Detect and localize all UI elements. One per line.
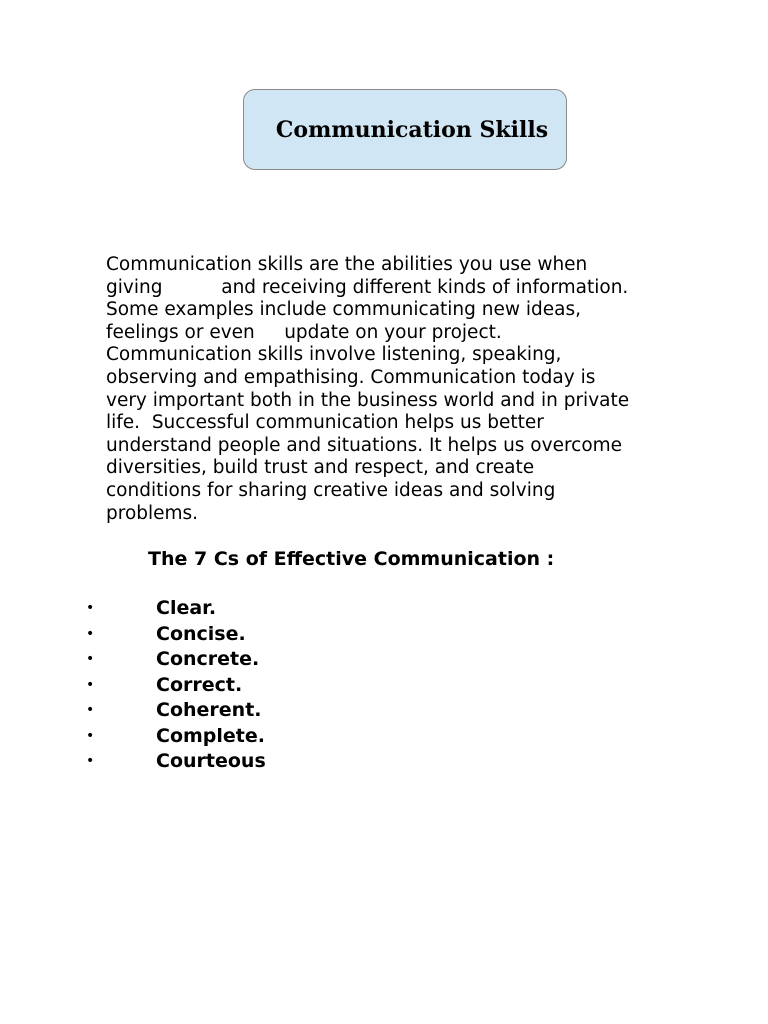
list-item bbox=[0, 647, 768, 673]
intro-line: giving and receiving different kinds of information. bbox=[106, 276, 629, 298]
list-item-label: Clear. bbox=[156, 597, 217, 619]
list-item-label: Coherent. bbox=[156, 699, 262, 721]
list-item bbox=[0, 622, 768, 648]
list-item bbox=[0, 749, 768, 775]
list-item-label: Concise. bbox=[156, 622, 246, 645]
list-item bbox=[0, 596, 768, 622]
intro-line: Communication skills involve listening, speaking, bbox=[106, 344, 562, 366]
list-item-label: Complete. bbox=[156, 724, 265, 747]
list-item-label: Correct. bbox=[156, 673, 243, 696]
list-item bbox=[0, 724, 768, 750]
seven-cs-list bbox=[0, 596, 768, 775]
intro-line: conditions for sharing creative ideas and solving bbox=[106, 479, 556, 501]
intro-line: feelings or even update on your project. bbox=[106, 321, 502, 343]
list-item bbox=[0, 673, 768, 699]
intro-line: observing and empathising. Communication today is bbox=[106, 366, 596, 388]
seven-cs-heading: The 7 Cs of Effective Communication : bbox=[148, 548, 555, 570]
intro-line: very important both in the business world and in private bbox=[106, 389, 630, 411]
intro-line: Some examples include communicating new ideas, bbox=[106, 299, 582, 321]
bullet-icon: • bbox=[86, 702, 95, 718]
intro-line: diversities, build trust and respect, and create bbox=[106, 457, 535, 479]
bullet-icon: • bbox=[86, 727, 95, 744]
intro-line: understand people and situations. It helps us overcome bbox=[106, 434, 623, 456]
bullet-icon: • bbox=[86, 625, 95, 642]
list-item-label: Courteous bbox=[156, 750, 266, 772]
bullet-icon: • bbox=[86, 651, 95, 667]
list-item bbox=[0, 698, 768, 724]
intro-line: problems. bbox=[106, 502, 199, 524]
document-title: Communication Skills bbox=[275, 116, 549, 143]
title-box bbox=[243, 89, 567, 170]
intro-paragraph bbox=[106, 254, 706, 525]
bullet-icon: • bbox=[86, 753, 95, 769]
intro-line: Communication skills are the abilities you use when bbox=[106, 254, 588, 275]
bullet-icon: • bbox=[86, 676, 95, 693]
bullet-icon: • bbox=[86, 600, 95, 616]
list-item-label: Concrete. bbox=[156, 648, 260, 670]
intro-line: life. Successful communication helps us better bbox=[106, 412, 544, 434]
